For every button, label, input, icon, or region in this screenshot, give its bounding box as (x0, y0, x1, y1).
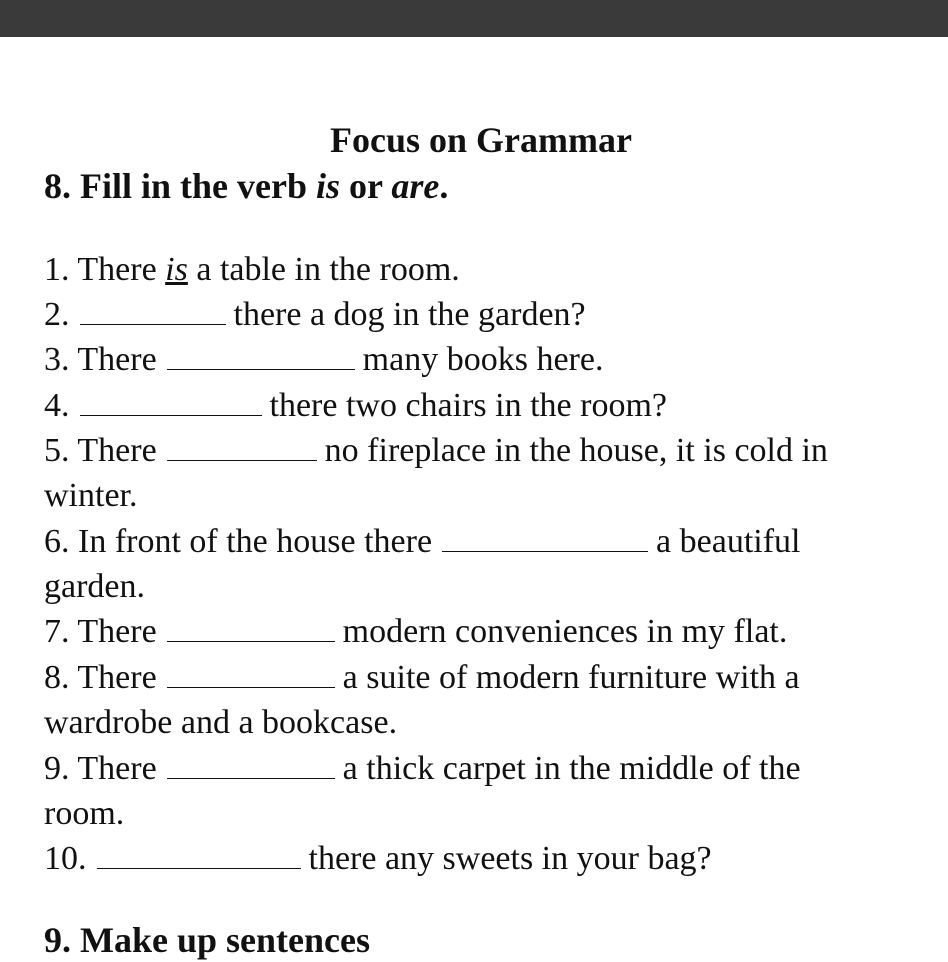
answer-blank[interactable] (442, 521, 648, 552)
example-answer: is (165, 251, 188, 288)
item-3 (44, 338, 603, 382)
answer-blank[interactable] (167, 611, 335, 642)
heading-prefix: 8. Fill in the verb (44, 166, 316, 206)
answer-blank[interactable] (97, 838, 301, 869)
heading-or: or (340, 166, 392, 206)
item-text: modern conveniences in my flat. (342, 613, 788, 650)
heading-are: are (391, 166, 440, 206)
item-2 (44, 293, 586, 337)
item-text: 6. In front of the house there (44, 523, 433, 560)
item-7 (44, 610, 787, 654)
item-text: 7. There (44, 613, 157, 650)
item-text: there any sweets in your bag? (308, 840, 712, 877)
exercise-8-heading (44, 164, 448, 208)
item-text: there a dog in the garden? (233, 296, 586, 333)
item-1 (44, 248, 460, 292)
item-text: 8. There (44, 659, 157, 696)
page-title: Focus on Grammar (330, 120, 632, 160)
item-8-continued: wardrobe and a bookcase. (44, 704, 398, 741)
heading-is: is (316, 166, 341, 206)
top-bar (0, 0, 948, 37)
item-text: there two chairs in the room? (269, 387, 667, 424)
item-text: 10. (44, 840, 87, 877)
item-text: 2. (44, 296, 70, 333)
answer-blank[interactable] (167, 657, 335, 688)
item-9-continued: room. (44, 795, 125, 832)
exercise-9-heading: 9. Make up sentences (44, 920, 370, 960)
answer-blank[interactable] (167, 748, 335, 779)
answer-blank[interactable] (80, 385, 262, 416)
heading-suffix: . (439, 166, 449, 206)
item-text: a suite of modern furniture with a (342, 659, 800, 696)
item-10 (44, 837, 712, 881)
item-text: 3. There (44, 341, 157, 378)
item-text: 4. (44, 387, 70, 424)
item-5 (44, 429, 828, 473)
item-8 (44, 656, 800, 700)
item-5-continued: winter. (44, 477, 138, 514)
item-text: 5. There (44, 432, 157, 469)
item-text: 9. There (44, 750, 157, 787)
answer-blank[interactable] (80, 294, 226, 325)
answer-blank[interactable] (167, 339, 355, 370)
item-text: 1. There (44, 251, 166, 288)
item-text: a thick carpet in the middle of the (342, 750, 801, 787)
item-text: a beautiful (656, 523, 801, 560)
item-6 (44, 520, 800, 564)
item-text: no fireplace in the house, it is cold in (324, 432, 828, 469)
item-9 (44, 747, 801, 791)
item-6-continued: garden. (44, 568, 146, 605)
item-text: a table in the room. (187, 251, 460, 288)
answer-blank[interactable] (167, 430, 317, 461)
item-4 (44, 384, 667, 428)
item-text: many books here. (362, 341, 604, 378)
